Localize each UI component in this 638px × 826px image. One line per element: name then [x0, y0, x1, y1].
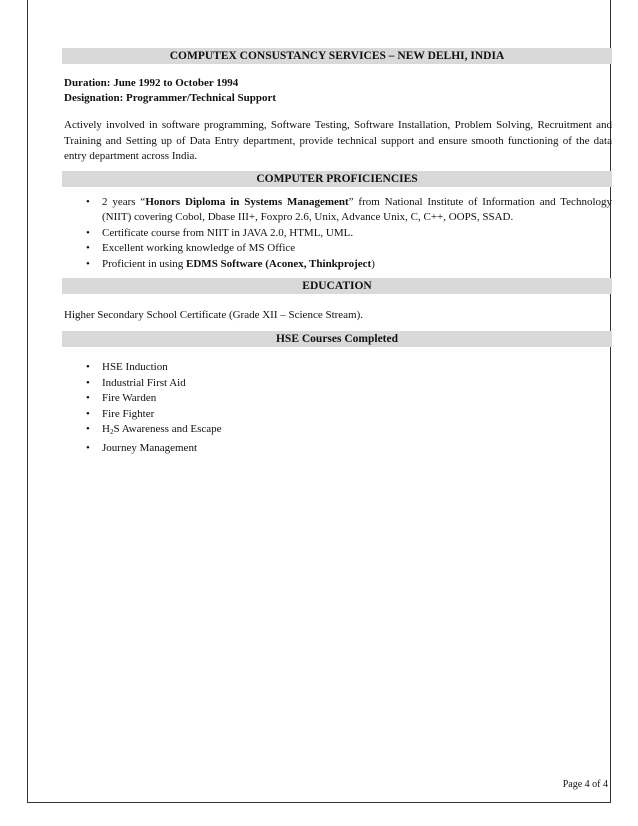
- education-text: Higher Secondary School Certificate (Grade XII – Science Stream).: [64, 309, 364, 321]
- bullet-icon: •: [86, 441, 90, 454]
- bullet-icon: •: [86, 195, 90, 208]
- bullet-icon: •: [86, 407, 90, 420]
- bullet-icon: •: [86, 257, 90, 270]
- proficiencies-list: [64, 195, 612, 273]
- duration: Duration: June 1992 to October 1994: [64, 77, 239, 89]
- subscript: 2: [109, 428, 114, 436]
- list-item: [64, 195, 612, 226]
- item-bold: EDMS Software (Aconex, Thinkproject: [186, 257, 372, 270]
- list-item: [64, 257, 612, 273]
- job-description: Actively involved in software programming, Software Testing, Software Installation, Problem Solving, Recruitment and Training and Setting up of Data Entry department, provide technical support and ensure smooth functioning of the data entry department across India.: [64, 119, 612, 162]
- item-text: Industrial First Aid: [102, 376, 186, 389]
- list-item: [64, 226, 612, 242]
- list-item: [64, 376, 612, 392]
- list-item: [64, 391, 612, 407]
- designation: Designation: Programmer/Technical Support: [64, 92, 277, 104]
- item-text: S Awareness and Escape: [113, 423, 222, 435]
- resume-page: [64, 48, 612, 456]
- item-text: Fire Fighter: [102, 407, 155, 420]
- bullet-icon: •: [86, 423, 90, 435]
- item-text: Certificate course from NIIT in JAVA 2.0, HTML, UML.: [102, 226, 354, 239]
- employer-heading: COMPUTEX CONSUSTANCY SERVICES – NEW DELHI, INDIA: [62, 48, 612, 64]
- proficiencies-heading: COMPUTER PROFICIENCIES: [62, 171, 612, 187]
- item-text: 2 years “: [102, 195, 146, 208]
- education-heading: EDUCATION: [62, 278, 612, 294]
- item-text: Journey Management: [102, 441, 197, 454]
- list-item: [64, 441, 612, 457]
- item-bold: Honors Diploma in Systems Management: [145, 195, 349, 208]
- bullet-icon: •: [86, 361, 90, 373]
- job-details: [64, 76, 612, 106]
- item-text: ” from National Institute of Information and Technology (NIIT) covering Cobol, Dbase III+, Foxpro 2.6, Unix, Advance Unix, C, C++, OOPS, SSAD.: [102, 195, 612, 223]
- list-item: [64, 241, 612, 257]
- item-text: HSE Induction: [102, 361, 168, 373]
- item-text: Proficient in using: [102, 257, 187, 270]
- bullet-icon: •: [86, 392, 90, 404]
- item-text: Fire Warden: [102, 392, 157, 404]
- list-item: [64, 422, 612, 441]
- hse-list: [64, 360, 612, 456]
- item-text: ): [371, 257, 375, 270]
- hse-heading: HSE Courses Completed: [62, 331, 612, 347]
- list-item: [64, 407, 612, 423]
- bullet-icon: •: [86, 226, 90, 239]
- item-text: H: [102, 423, 110, 435]
- bullet-icon: •: [86, 376, 90, 389]
- bullet-icon: •: [86, 242, 90, 254]
- page-number: Page 4 of 4: [562, 779, 608, 790]
- item-text: Excellent working knowledge of MS Office: [102, 242, 296, 254]
- list-item: [64, 360, 612, 376]
